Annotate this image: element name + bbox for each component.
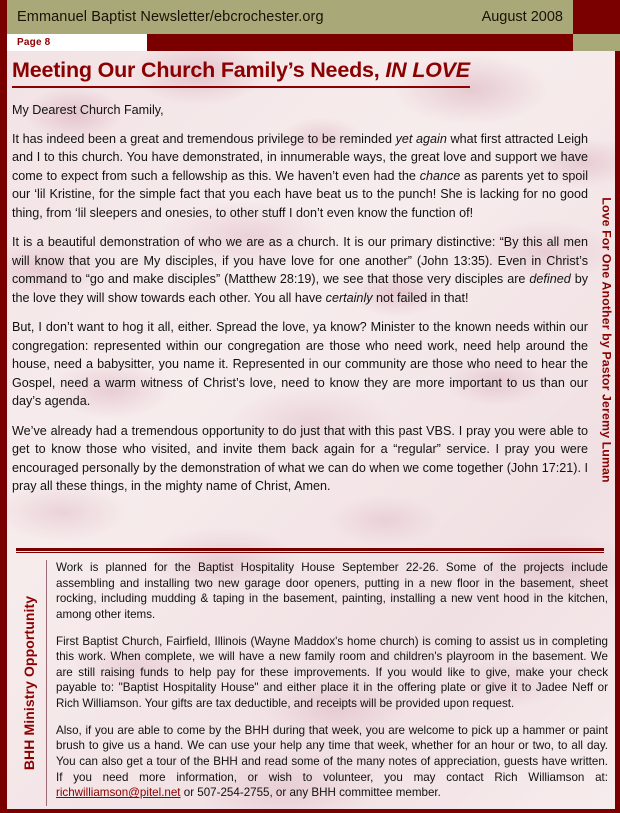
newsletter-title: Emmanuel Baptist Newsletter/ebcrochester.org	[17, 9, 324, 25]
bhh-section	[16, 560, 608, 806]
masthead-bar	[7, 0, 573, 34]
issue-date: August 2008	[481, 9, 563, 25]
article-paragraph: But, I don’t want to hog it all, either. Spread the love, ya know? Minister to the known needs within our congregation: represented within our congregation are those who need work, need help around the house, need a babysitter, you name it. Represented in our community are those who need to hear the Gospel, need a warm witness of Christ’s love, need to know they are more important to us than our day’s agenda.	[12, 320, 588, 409]
sidebar-label-text: Love For One Another by Pastor Jeremy Luman	[599, 197, 614, 483]
subbar-olive-block	[573, 34, 620, 51]
masthead	[7, 0, 620, 34]
article-paragraph: It has indeed been a great and tremendous privilege to be reminded yet again what first attracted Leigh and I to this church. You have demonstrated, in innumerable ways, the great love and support we have come to expect from such a fellowship as this. We haven’t even had the chance as parents yet to spoil our ‘lil Kristine, for the simple fact that you each have beat us to the punch! She is lacking for no good thing, from ‘lil sleepers and onesies, to other stuff I don’t even know the function of!	[12, 131, 589, 220]
bhh-label-text: BHH Ministry Opportunity	[21, 595, 38, 771]
page-number-container	[7, 34, 147, 51]
bhh-vertical-rule	[46, 560, 47, 806]
divider-thin-rule	[16, 552, 604, 553]
headline-italic: IN LOVE	[385, 58, 470, 82]
bhh-paragraph: Also, if you are able to come by the BHH during that week, you are welcome to pick up a hammer or paint brush to give us a hand. We can use your help any time that week, whether for an hour or two, to all day. You can also get a tour of the BHH and read some of the many notes of appreciation, guests have written. If you need more information, or wish to volunteer, you may contact Rich Williamson at: richwilliamson@pitel.net or 507-254-2755, or any BHH committee member.	[56, 723, 608, 800]
headline-main: Meeting Our Church Family’s Needs,	[12, 58, 386, 82]
article-sidebar-label	[598, 140, 615, 540]
bhh-paragraph: First Baptist Church, Fairfield, Illinois (Wayne Maddox's home church) is coming to assist us in completing this work. When complete, we will have a new family room and children's playroom in the basement. We are still raising funds to help pay for these improvements. If you would like to give, make your check payable to: "Baptist Hospitality House" and either place it in the offering plate or give it to Jadee Neff or Rich Williamson. Your gifts are tax deductible, and receipts will be provided upon request.	[56, 634, 608, 711]
subbar-red-block	[147, 34, 573, 51]
article-paragraph: It is a beautiful demonstration of who we are as a church. It is our primary distinctive: “By this all men will know that you are My disciples, if you have love for one another” (John 13:35). Even in Christ’s command to “go and make disciples” (Matthew 28:19), we see that those very disciples are defined by the love they will show towards each other. You all have certainly not failed in that!	[12, 235, 588, 305]
page-number-bar	[7, 34, 620, 51]
page-number: Page 8	[17, 37, 51, 48]
page-border-right	[615, 45, 620, 813]
article-body	[12, 58, 588, 496]
article-headline	[12, 58, 470, 88]
section-divider	[16, 548, 604, 553]
bhh-paragraph: Work is planned for the Baptist Hospitality House September 22-26. Some of the projects include assembling and installing two new garage door openers, putting in a new floor in the basement, sheet rocking, including mudding & taping in the basement, painting, installing a new vent hood in the kitchen, among other items.	[56, 561, 608, 621]
article-paragraph: We’ve already had a tremendous opportunity to do just that with this past VBS. I pray you were able to get to know those who visited, and invite them back again for a “regular” service. I pray you were encouraged personally by the demonstration of what we can do when we come together (John 17:21). I pray all these things, in the mighty name of Christ, Amen.	[12, 423, 588, 494]
bhh-section-label	[16, 560, 42, 806]
email-link[interactable]: richwilliamson@pitel.net	[56, 786, 181, 800]
bhh-body	[56, 560, 608, 801]
page-border-bottom	[0, 809, 620, 813]
masthead-accent-block	[573, 0, 620, 34]
article-salutation: My Dearest Church Family,	[12, 103, 164, 117]
page-border-left	[0, 0, 7, 813]
